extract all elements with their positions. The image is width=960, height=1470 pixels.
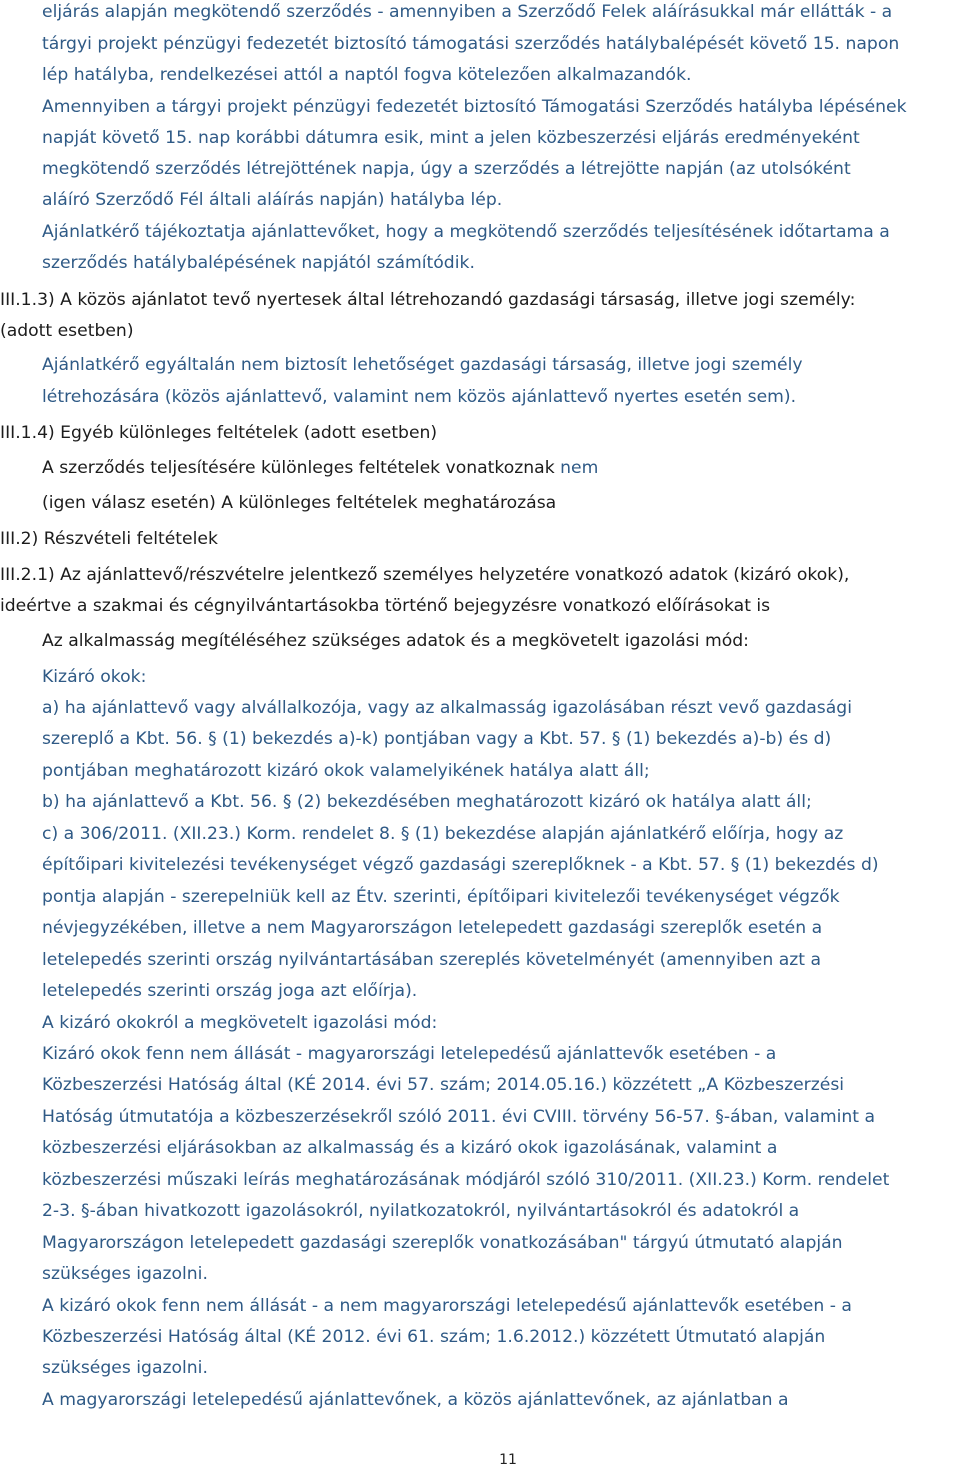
body-text-line: építőipari kivitelezési tevékenységet végző gazdasági szereplőknek - a Kbt. 57. § (1) bekezdés d) <box>42 855 879 875</box>
body-text-line: b) ha ajánlattevő a Kbt. 56. § (2) bekezdésében meghatározott kizáró ok hatálya alatt áll; <box>42 792 812 812</box>
body-text-line: szerződés hatálybalépésének napjától számítódik. <box>42 253 475 273</box>
body-text-line: A kizáró okok fenn nem állását - a nem magyarországi letelepedésű ajánlattevők esetében - a <box>42 1296 852 1316</box>
body-text-line: Közbeszerzési Hatóság által (KÉ 2012. évi 61. szám; 1.6.2012.) közzétett Útmutató alapján <box>42 1327 826 1347</box>
body-text-line: A kizáró okokról a megkövetelt igazolási mód: <box>42 1013 438 1033</box>
page-number: 11 <box>499 1452 517 1468</box>
body-text-line: Az alkalmasság megítéléséhez szükséges adatok és a megkövetelt igazolási mód: <box>42 631 749 651</box>
body-text-line: tárgyi projekt pénzügyi fedezetét biztosító támogatási szerződés hatálybalépését követő 15. napon <box>42 34 900 54</box>
body-text-line: Hatóság útmutatója a közbeszerzésekről szóló 2011. évi CVIII. törvény 56-57. §-ában, valamint a <box>42 1107 876 1127</box>
body-text-line: pontjában meghatározott kizáró okok valamelyikének hatálya alatt áll; <box>42 761 650 781</box>
body-text-line: Amennyiben a tárgyi projekt pénzügyi fedezetét biztosító Támogatási Szerződés hatályba lépésének <box>42 97 907 117</box>
section-heading: III.1.4) Egyéb különleges feltételek (adott esetben) <box>0 423 438 443</box>
section-heading: (adott esetben) <box>0 321 134 341</box>
body-text-line: (igen válasz esetén) A különleges feltételek meghatározása <box>42 493 557 513</box>
section-heading: ideértve a szakmai és cégnyilvántartásokba történő bejegyzésre vonatkozó előírásokat is <box>0 596 771 616</box>
body-text-line: aláíró Szerződő Fél általi aláírás napján) hatályba lép. <box>42 190 503 210</box>
body-text-line: A magyarországi letelepedésű ajánlattevőnek, a közös ajánlattevőnek, az ajánlatban a <box>42 1390 789 1410</box>
section-heading: III.2) Részvételi feltételek <box>0 529 218 549</box>
body-text-line: c) a 306/2011. (XII.23.) Korm. rendelet 8. § (1) bekezdése alapján ajánlatkérő előírja, hogy az <box>42 824 844 844</box>
section-heading: III.2.1) Az ajánlattevő/részvételre jelentkező személyes helyzetére vonatkozó adatok (kizáró okok), <box>0 565 850 585</box>
body-text-line: Ajánlatkérő tájékoztatja ajánlattevőket, hogy a megkötendő szerződés teljesítésének időtartama a <box>42 222 890 242</box>
body-text-line: pontja alapján - szerepelniük kell az Étv. szerinti, építőipari kivitelezői tevékenységet végzők <box>42 887 840 907</box>
body-text-line: szükséges igazolni. <box>42 1264 208 1284</box>
body-text-line: létrehozására (közös ajánlattevő, valamint nem közös ajánlattevő nyertes esetén sem). <box>42 387 797 407</box>
body-text-line: szereplő a Kbt. 56. § (1) bekezdés a)-k) pontjában vagy a Kbt. 57. § (1) bekezdés a)-b) és d) <box>42 729 832 749</box>
body-text-line: közbeszerzési műszaki leírás meghatározásának módjáról szóló 310/2011. (XII.23.) Korm. rendelet <box>42 1170 890 1190</box>
body-text-line: napját követő 15. nap korábbi dátumra esik, mint a jelen közbeszerzési eljárás eredményeként <box>42 128 860 148</box>
body-text-line: letelepedés szerinti ország joga azt előírja). <box>42 981 418 1001</box>
body-text-line: szükséges igazolni. <box>42 1358 208 1378</box>
body-text-line: Magyarországon letelepedett gazdasági szereplők vonatkozásában" tárgyú útmutató alapján <box>42 1233 843 1253</box>
body-text-line: Közbeszerzési Hatóság által (KÉ 2014. évi 57. szám; 2014.05.16.) közzétett „A Közbeszerzési <box>42 1075 845 1095</box>
body-text-line: lép hatályba, rendelkezései attól a naptól fogva kötelezően alkalmazandók. <box>42 65 692 85</box>
section-heading: III.1.3) A közös ajánlatot tevő nyertesek által létrehozandó gazdasági társaság, illetve jogi személy: <box>0 290 856 310</box>
body-text-line: letelepedés szerinti ország nyilvántartásában szereplés követelményét (amennyiben azt a <box>42 950 821 970</box>
answer-value: nem <box>560 458 599 478</box>
question-text: A szerződés teljesítésére különleges feltételek vonatkoznak <box>42 458 555 478</box>
body-text-line: névjegyzékében, illetve a nem Magyarországon letelepedett gazdasági szereplők esetén a <box>42 918 823 938</box>
body-text-line <box>42 456 598 480</box>
body-text-line: Ajánlatkérő egyáltalán nem biztosít lehetőséget gazdasági társaság, illetve jogi személy <box>42 355 803 375</box>
body-text-line: Kizáró okok fenn nem állását - magyarországi letelepedésű ajánlattevők esetében - a <box>42 1044 777 1064</box>
body-text-line: megkötendő szerződés létrejöttének napja, úgy a szerződés a létrejötte napján (az utolsóként <box>42 159 851 179</box>
body-text-line: közbeszerzési eljárásokban az alkalmasság és a kizáró okok igazolásának, valamint a <box>42 1138 778 1158</box>
body-text-line: 2-3. §-ában hivatkozott igazolásokról, nyilatkozatokról, nyilvántartásokról és adatokról a <box>42 1201 800 1221</box>
body-text-line: eljárás alapján megkötendő szerződés - amennyiben a Szerződő Felek aláírásukkal már ellátták - a <box>42 2 893 22</box>
body-text-line: a) ha ajánlattevő vagy alvállalkozója, vagy az alkalmasság igazolásában részt vevő gazdasági <box>42 698 852 718</box>
body-text-line: Kizáró okok: <box>42 667 147 687</box>
